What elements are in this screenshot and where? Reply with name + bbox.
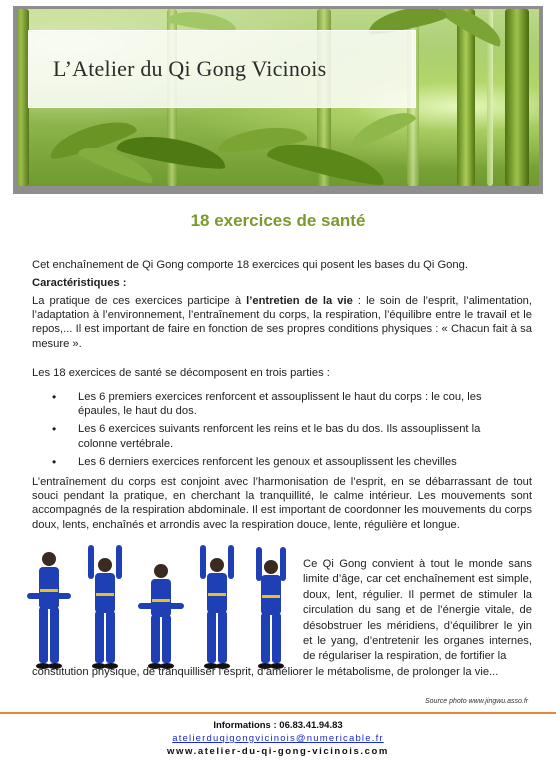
- footer-email-link[interactable]: atelierduqigongvicinois@numericable.fr: [172, 733, 384, 744]
- practice-text-end: : le soin de l’esprit, l’alimentation, l’adaptation à l’environnement, l’entraînement du corps, la respiration, l’équilibre entre le travail et le repos,... Il est important de faire en fonction de ses propres conditions physiques : « Chacun fait à sa mesure ».: [32, 295, 533, 350]
- characteristics-label: Caractéristiques :: [32, 277, 127, 289]
- footer-website-link[interactable]: www.atelier-du-qi-gong-vicinois.com: [167, 746, 389, 757]
- figure-arms-up: [80, 545, 130, 671]
- footer-phone: Informations : 06.83.41.94.83: [213, 720, 343, 731]
- parts-intro: Les 18 exercices de santé se décomposent en trois parties :: [32, 367, 330, 379]
- header-banner: [13, 6, 543, 194]
- page-heading: 18 exercices de santé: [190, 211, 366, 230]
- body-paragraph: L’entraînement du corps est conjoint avec l’harmonisation de l’esprit, en se débarrassant de tout souci pendant la pratique, en cherchant la tranquillité, le calme intérieur. Les mouvements sont accompagnés de la respiration abdominale. Il est important de coordonner les mouvements du corps doux, lents, enchaînés et arrondis avec la respiration douce, lente, régulière et longue.: [32, 476, 532, 531]
- footer-divider: [0, 712, 556, 714]
- list-item: • Les 6 exercices suivants renforcent les reins et le bas du dos. Ils assouplissent la colonne vertébrale.: [52, 422, 522, 450]
- bamboo-photo: [17, 9, 539, 186]
- figure-arms-side: [136, 545, 186, 671]
- practice-text-start: La pratique de ces exercices participe à: [32, 295, 247, 307]
- parts-list: [52, 390, 522, 473]
- side-paragraph: Ce Qi Gong convient à tout le monde sans limite d’âge, car cet enchaînement est simple, doux, lent, régulier. Il permet de stimuler la circulation du sang et de l’énergie vitale, de désobstruer les méridiens, d’équilibrer le yin et le yang, d’entretenir les organes internes, de régulariser la respiration, de fortifier la: [303, 558, 532, 663]
- title-box: [28, 30, 416, 108]
- photo-source: Source photo www.jingwu.asso.fr: [425, 698, 529, 705]
- continued-paragraph: constitution physique, de tranquilliser l’esprit, d’améliorer le métabolisme, de prolonger la vie...: [32, 666, 499, 678]
- figure-arms-side: [24, 545, 74, 671]
- practice-text-bold: l’entretien de la vie: [246, 295, 353, 307]
- figure-arms-up: [192, 545, 242, 671]
- site-title: L’Atelier du Qi Gong Vicinois: [53, 56, 327, 81]
- qigong-figures-photo: [24, 545, 294, 673]
- list-item: • Les 6 premiers exercices renforcent et assouplissent le haut du corps : le cou, les épaules, le haut du dos.: [52, 390, 522, 418]
- intro-text: Cet enchaînement de Qi Gong comporte 18 exercices qui posent les bases du Qi Gong.: [32, 259, 468, 271]
- practice-paragraph: [32, 294, 532, 351]
- figure-arms-up: [246, 545, 296, 671]
- list-item: • Les 6 derniers exercices renforcent les genoux et assouplissent les chevilles: [52, 455, 522, 469]
